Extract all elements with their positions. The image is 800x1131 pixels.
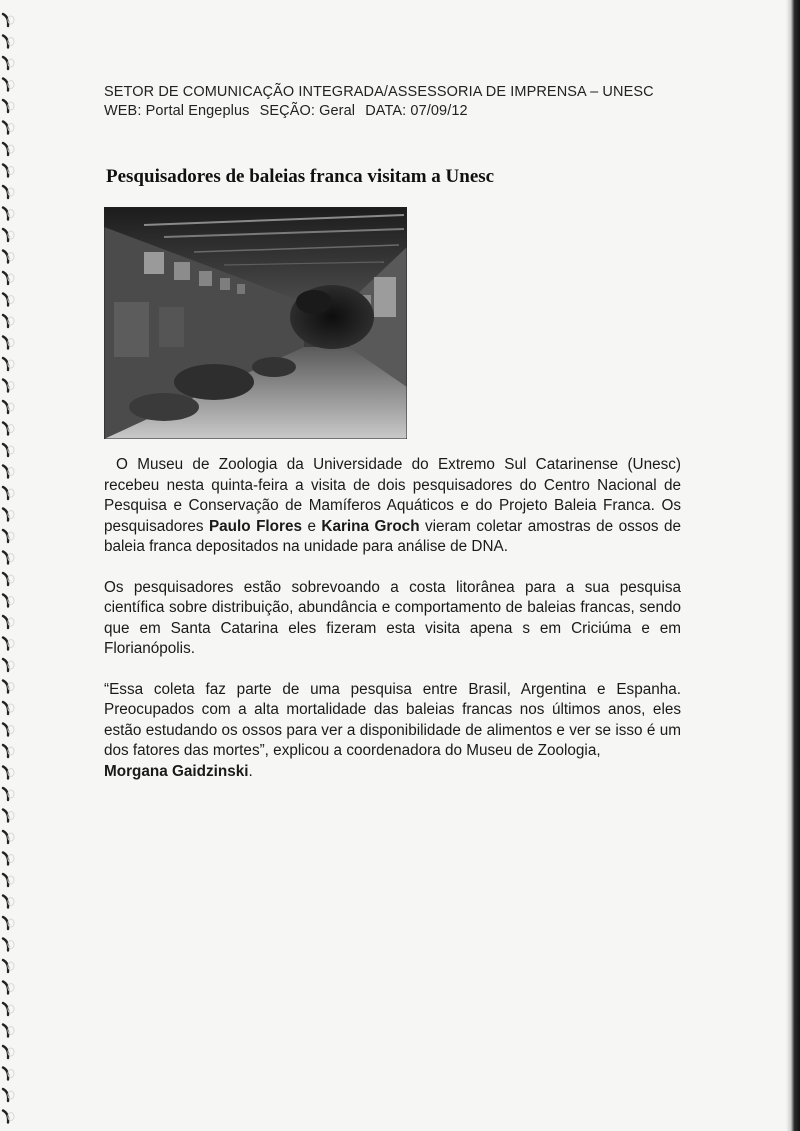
binding-loop: [3, 659, 8, 671]
binding-loop: [3, 294, 8, 306]
binding-loop: [3, 595, 8, 607]
article-title: Pesquisadores de baleias franca visitam a Unesc: [106, 166, 495, 187]
binding-loop: [3, 1046, 8, 1058]
binding-loop: [3, 616, 8, 628]
binding-loop: [3, 1003, 8, 1015]
binding-loop: [3, 724, 8, 736]
researcher-name-paulo: Paulo Flores: [208, 517, 302, 535]
paragraph-3: [104, 680, 681, 783]
binding-loop: [3, 208, 8, 220]
header-web: WEB: Portal Engeplus: [104, 103, 250, 119]
paragraph-1: [104, 455, 681, 558]
paragraph-2: Os pesquisadores estão sobrevoando a costa litorânea para a sua pesquisa científica sobre distribuição, abundância e comportamento de baleias francas, sendo que em Santa Catarina eles fizeram esta visita apena s em Criciúma e em Florianópolis.: [104, 578, 681, 657]
binding-loop: [3, 186, 8, 198]
binding-loop: [3, 380, 8, 392]
binding-loop: [3, 358, 8, 370]
binding-loop: [3, 788, 8, 800]
binding-loop: [3, 702, 8, 714]
article-body: [104, 455, 681, 802]
header-date: DATA: 07/09/12: [365, 103, 468, 119]
binding-loop: [3, 423, 8, 435]
paragraph-1-text-b: e: [301, 517, 322, 535]
binding-loop: [3, 638, 8, 650]
binding-loop: [3, 874, 8, 886]
binding-loop: [3, 165, 8, 177]
binding-loop: [3, 337, 8, 349]
binding-loop: [3, 982, 8, 994]
header-meta: [104, 102, 684, 121]
binding-loop: [3, 853, 8, 865]
paragraph-1-text-c: vieram coletar amostras de ossos de baleia franca depositados na unidade para análise de DNA.: [104, 517, 682, 555]
spiral-binding: [0, 0, 18, 1131]
binding-loop: [3, 1068, 8, 1080]
paragraph-3-text: “Essa coleta faz parte de uma pesquisa entre Brasil, Argentina e Espanha. Preocupados com a alta mortalidade das baleias francas nos últimos anos, eles estão estudando os ossos para ver a disponibilidade de alimentos e ver se isso é um dos fatores das mortes”, explicou a coordenadora do Museu de Zoologia,: [104, 680, 681, 759]
binding-loop: [3, 272, 8, 284]
binding-loop: [3, 509, 8, 521]
binding-loop: [3, 745, 8, 757]
binding-loop: [3, 573, 8, 585]
binding-loop: [3, 960, 8, 972]
binding-loop: [3, 14, 8, 26]
binding-loop: [3, 122, 8, 134]
binding-loop: [3, 530, 8, 542]
binding-loop: [3, 143, 8, 155]
binding-loop: [3, 79, 8, 91]
page-edge-shadow: [786, 0, 800, 1131]
binding-loop: [3, 444, 8, 456]
binding-loop: [3, 552, 8, 564]
binding-loop: [3, 1025, 8, 1037]
header-section: SEÇÃO: Geral: [259, 103, 356, 119]
researcher-name-karina: Karina Groch: [321, 517, 420, 535]
binding-loop: [3, 315, 8, 327]
binding-loop: [3, 917, 8, 929]
binding-loop: [3, 466, 8, 478]
binding-loop: [3, 229, 8, 241]
binding-loop: [3, 681, 8, 693]
paragraph-1-text-a: O Museu de Zoologia da Universidade do Extremo Sul Catarinense (Unesc) recebeu nesta quinta-feira a visita de dois pesquisadores do Centro Nacional de Pesquisa e Conservação de Mamíferos Aquáticos e do Projeto Baleia Franca. Os pesquisadores: [104, 456, 681, 535]
header-department: SETOR DE COMUNICAÇÃO INTEGRADA/ASSESSORIA DE IMPRENSA – UNESC: [104, 84, 654, 100]
paragraph-3-end: .: [248, 762, 253, 780]
binding-loop: [3, 487, 8, 499]
coordinator-name: Morgana Gaidzinski: [104, 762, 249, 780]
museum-hall-photo: [104, 207, 407, 439]
binding-loop: [3, 57, 8, 69]
binding-loop: [3, 100, 8, 112]
binding-loop: [3, 401, 8, 413]
binding-loop: [3, 939, 8, 951]
press-office-header: [104, 83, 684, 121]
binding-loop: [3, 896, 8, 908]
binding-loop: [3, 1111, 8, 1123]
binding-loop: [3, 810, 8, 822]
binding-loop: [3, 831, 8, 843]
binding-loop: [3, 251, 8, 263]
binding-loop: [3, 767, 8, 779]
binding-loop: [3, 1089, 8, 1101]
binding-loop: [3, 36, 8, 48]
